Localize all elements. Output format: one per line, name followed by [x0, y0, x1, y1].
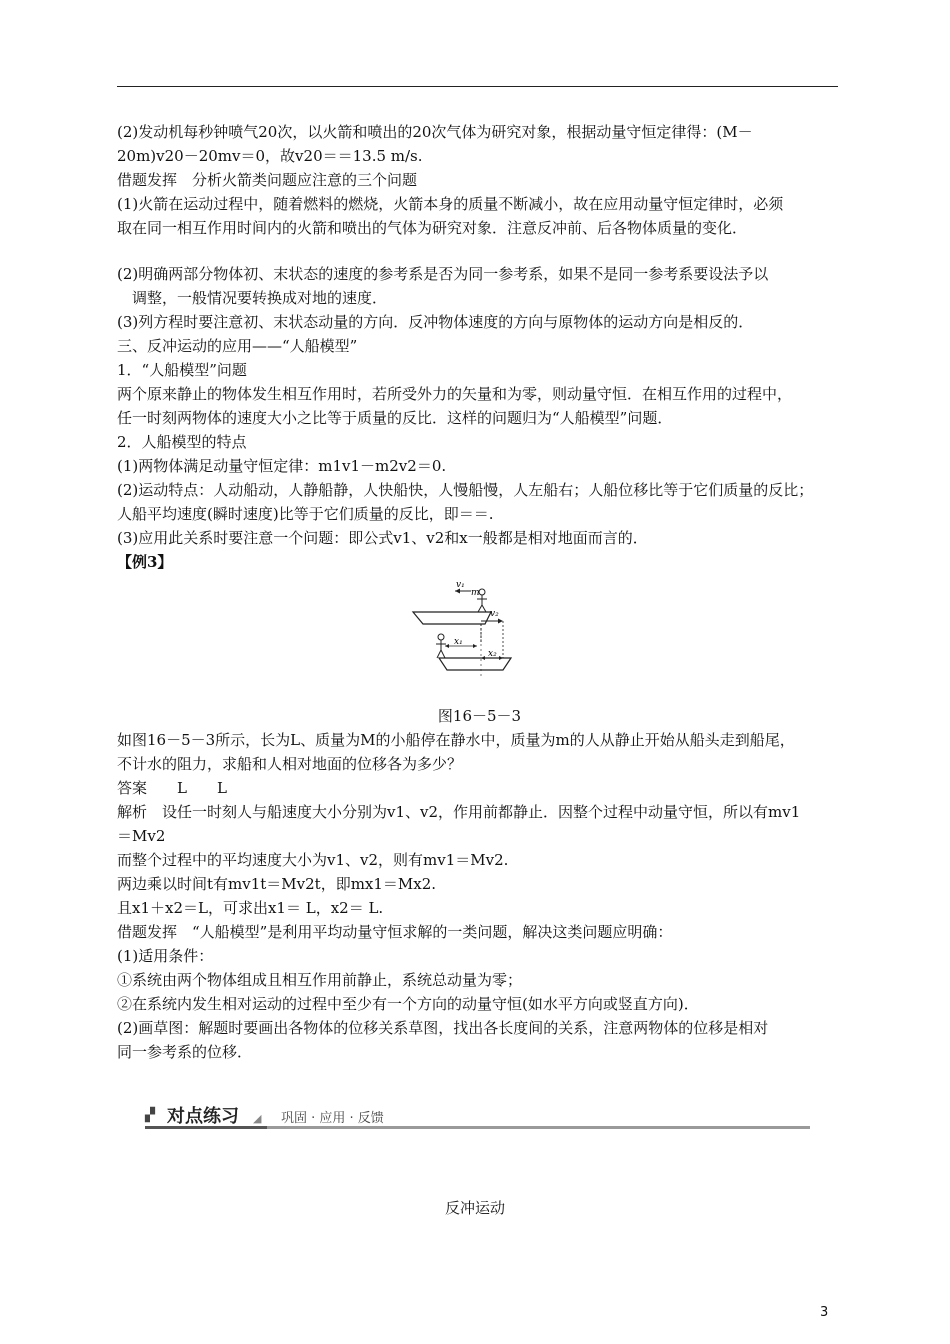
v1-label: v₁	[456, 580, 465, 590]
x2-label: x₂	[488, 649, 497, 659]
text-line: 而整个过程中的平均速度大小为v1、v2，则有mv1＝Mv2.	[117, 851, 509, 869]
text-line: 20m)v20－20mv＝0，故v20＝＝13.5 m/s.	[117, 147, 423, 165]
text-line: 两个原来静止的物体发生相互作用时，若所受外力的矢量和为零，则动量守恒．在相互作用的过程中，	[117, 385, 793, 403]
text-line: 不计水的阻力，求船和人相对地面的位移各为多少？	[117, 755, 463, 773]
text-line: 借题发挥 “人船模型”是利用平均动量守恒求解的一类问题，解决这类问题应明确：	[117, 923, 673, 941]
text-line: 2．人船模型的特点	[117, 433, 247, 451]
text-line: (1)火箭在运动过程中，随着燃料的燃烧，火箭本身的质量不断减小，故在应用动量守恒定律时，必须	[117, 195, 784, 213]
hatch-icon: ◢	[253, 1112, 262, 1125]
text-line: 取在同一相互作用时间内的火箭和喷出的气体为研究对象．注意反冲前、后各物体质量的变化．	[117, 219, 748, 237]
text-line: (2)画草图：解题时要画出各物体的位移关系草图，找出各长度间的关系，注意两物体的位移是相对	[117, 1019, 769, 1037]
text-line: 如图16－5－3所示，长为L、质量为M的小船停在静水中，质量为m的人从静止开始从船头走到船尾，	[117, 731, 795, 749]
text-line: (2)运动特点：人动船动，人静船静，人快船快，人慢船慢，人左船右；人船位移比等于它们质量的反比；	[117, 481, 814, 499]
text-line: 解析 设任一时刻人与船速度大小分别为v1、v2，作用前都静止．因整个过程中动量守恒，所以有mv1	[117, 803, 801, 821]
text-line: 调整，一般情况要转换成对地的速度．	[117, 289, 388, 307]
page-number: 3	[820, 1305, 829, 1320]
example-label: 【例3】	[117, 553, 173, 571]
text-line: (3)列方程时要注意初、末状态动量的方向．反冲物体速度的方向与原物体的运动方向是相反的．	[117, 313, 754, 331]
text-line: (1)两物体满足动量守恒定律：m1v1－m2v2＝0.	[117, 457, 447, 475]
stripe-icon: ▞	[145, 1108, 155, 1123]
practice-banner	[145, 1102, 810, 1132]
text-line: ①系统由两个物体组成且相互作用前静止，系统总动量为零；	[117, 971, 523, 989]
text-line: 借题发挥 分析火箭类问题应注意的三个问题	[117, 171, 418, 189]
text-line: (2)发动机每秒钟喷气20次，以火箭和喷出的20次气体为研究对象，根据动量守恒定律得：(M－	[117, 123, 753, 141]
text-line: 答案 L L	[117, 779, 227, 797]
section-title: 反冲运动	[444, 1199, 505, 1217]
text-line: 同一参考系的位移．	[117, 1043, 253, 1061]
text-line: 1．“人船模型”问题	[117, 361, 247, 379]
text-line: ＝Mv2	[117, 827, 166, 845]
header-rule	[117, 86, 838, 87]
text-line: ②在系统内发生相对运动的过程中至少有一个方向的动量守恒(如水平方向或竖直方向)．	[117, 995, 699, 1013]
text-line: 人船平均速度(瞬时速度)比等于它们质量的反比，即＝＝.	[117, 505, 494, 523]
m-label: m	[471, 588, 480, 598]
text-line: (1)适用条件：	[117, 947, 214, 965]
banner-title: 对点练习	[167, 1106, 239, 1127]
text-line: 且x1＋x2＝L，可求出x1＝ L，x2＝ L.	[117, 899, 384, 917]
figure-boat-model	[117, 578, 842, 700]
boat-diagram	[411, 578, 521, 678]
text-line: (2)明确两部分物体初、末状态的速度的参考系是否为同一参考系，如果不是同一参考系要设法予以	[117, 265, 769, 283]
document-body	[117, 120, 842, 1064]
text-line: 两边乘以时间t有mv1t＝Mv2t，即mx1＝Mx2.	[117, 875, 437, 893]
figure-caption: 图16－5－3	[437, 707, 522, 725]
text-line: 任一时刻两物体的速度大小之比等于质量的反比．这样的问题归为“人船模型”问题．	[117, 409, 673, 427]
section-heading: 三、反冲运动的应用——“人船模型”	[117, 337, 358, 355]
v2-label: v₂	[490, 609, 499, 619]
x1-label: x₁	[454, 637, 463, 647]
banner-subtitle: 巩固 · 应用 · 反馈	[281, 1111, 384, 1126]
text-line: (3)应用此关系时要注意一个问题：即公式v1、v2和x一般都是相对地面而言的．	[117, 529, 648, 547]
